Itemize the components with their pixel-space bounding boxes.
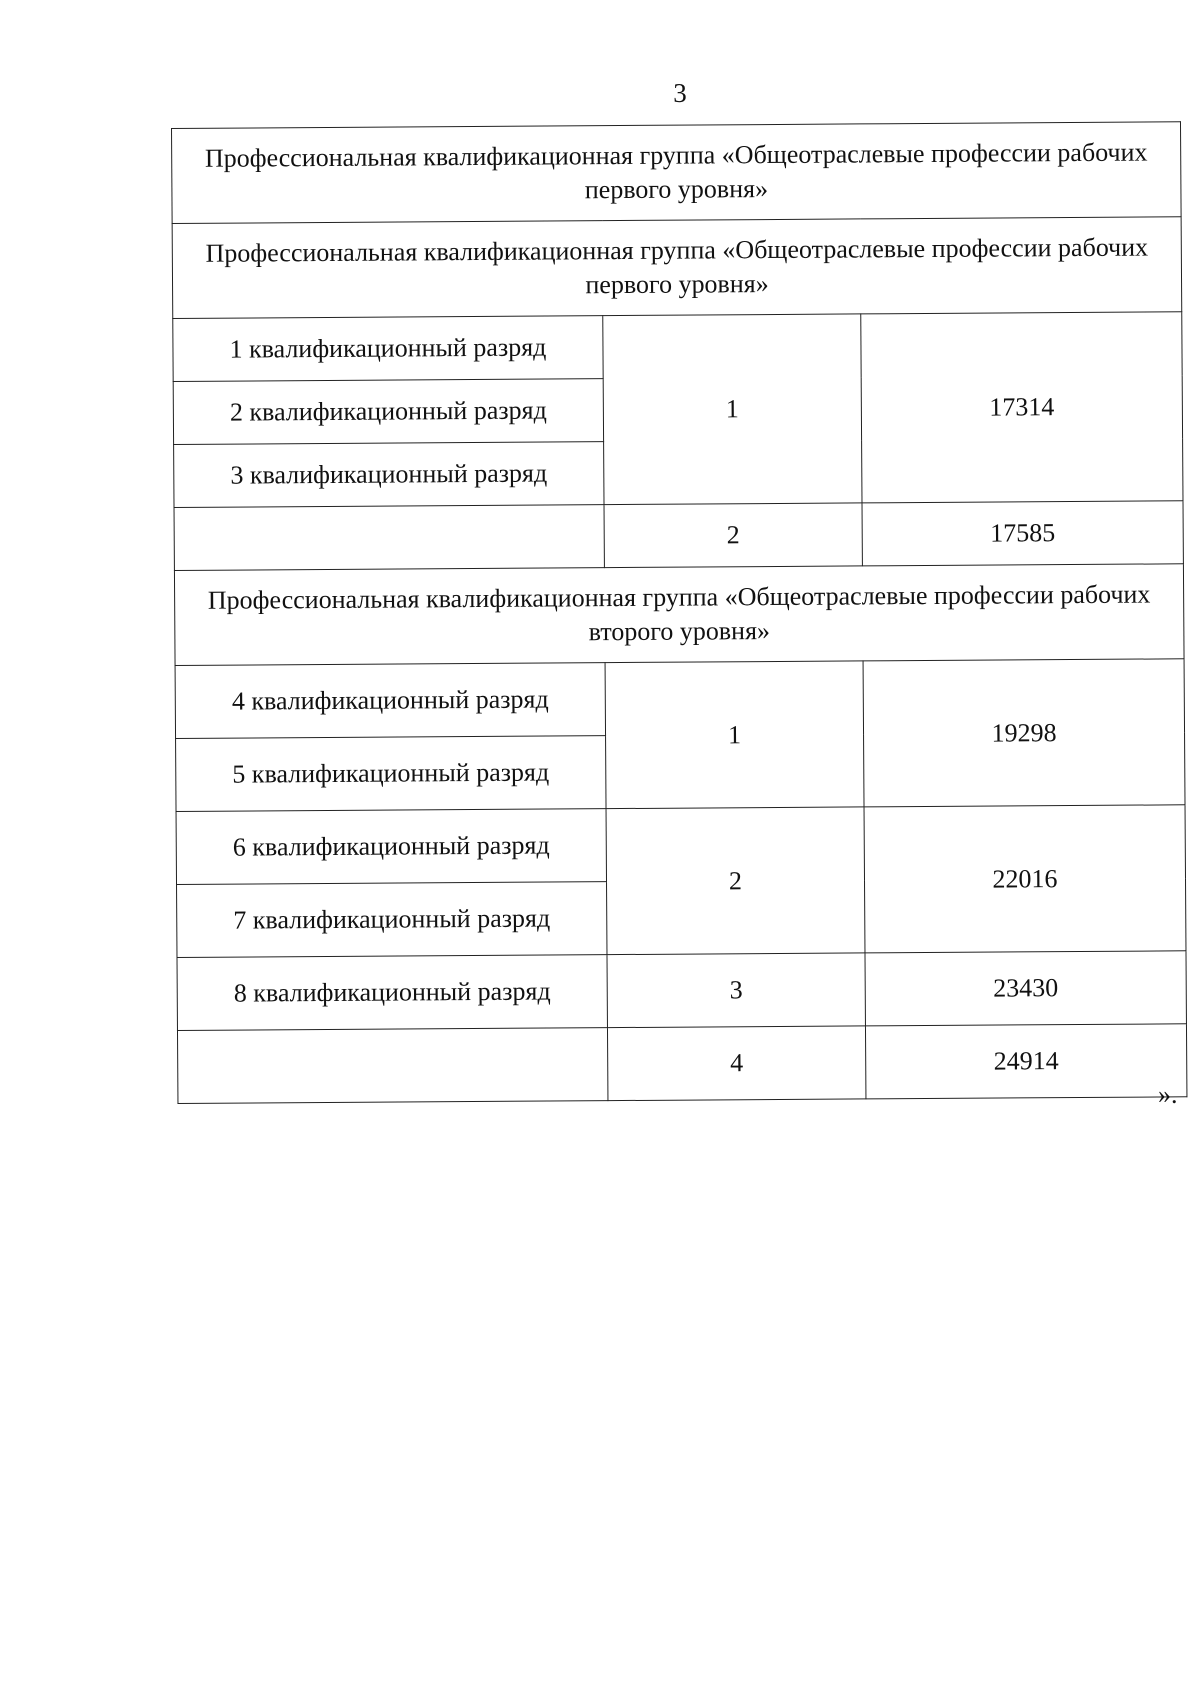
grade-cell: 6 квалификационный разряд: [176, 809, 606, 885]
table-row: [174, 501, 1183, 571]
grade-cell: 4 квалификационный разряд: [175, 663, 605, 739]
table-row: [173, 312, 1182, 382]
group-header: Профессиональная квалификационная группа «Общеотраслевые профессии рабочих первого уровня»: [172, 122, 1182, 224]
salary-table: [171, 121, 1187, 1104]
value-cell: 24914: [865, 1024, 1186, 1099]
grade-cell: 5 квалификационный разряд: [176, 736, 606, 812]
grade-cell: [177, 1028, 607, 1104]
level-cell: 3: [607, 953, 865, 1028]
table-row: [177, 951, 1186, 1031]
group-header: Профессиональная квалификационная группа «Общеотраслевые профессии рабочих первого уровня»: [172, 217, 1182, 319]
value-cell: 19298: [863, 659, 1185, 807]
grade-cell: 2 квалификационный разряд: [173, 379, 603, 445]
grade-cell: 7 квалификационный разряд: [177, 882, 607, 958]
level-cell: 2: [606, 807, 865, 955]
group-header: Профессиональная квалификационная группа «Общеотраслевые профессии рабочих второго уровня»: [174, 564, 1184, 666]
table-row: [176, 805, 1185, 885]
group-header-row: [174, 564, 1184, 666]
level-cell: 2: [604, 503, 862, 568]
grade-cell: 3 квалификационный разряд: [174, 442, 604, 508]
level-cell: 1: [605, 661, 864, 809]
grade-cell: 8 квалификационный разряд: [177, 955, 607, 1031]
group-header-row: [172, 122, 1182, 224]
closing-quote-mark: ».: [1158, 1080, 1178, 1109]
table-row: [175, 659, 1184, 739]
group-header-row: [172, 217, 1182, 319]
value-cell: 23430: [865, 951, 1186, 1026]
page-number: 3: [673, 78, 687, 108]
value-cell: 22016: [864, 805, 1186, 953]
level-cell: 1: [603, 314, 862, 505]
level-cell: 4: [607, 1026, 865, 1101]
grade-cell: 1 квалификационный разряд: [173, 316, 603, 382]
grade-cell: [174, 505, 604, 571]
value-cell: 17314: [861, 312, 1183, 503]
value-cell: 17585: [862, 501, 1183, 566]
table-row: [177, 1024, 1186, 1104]
